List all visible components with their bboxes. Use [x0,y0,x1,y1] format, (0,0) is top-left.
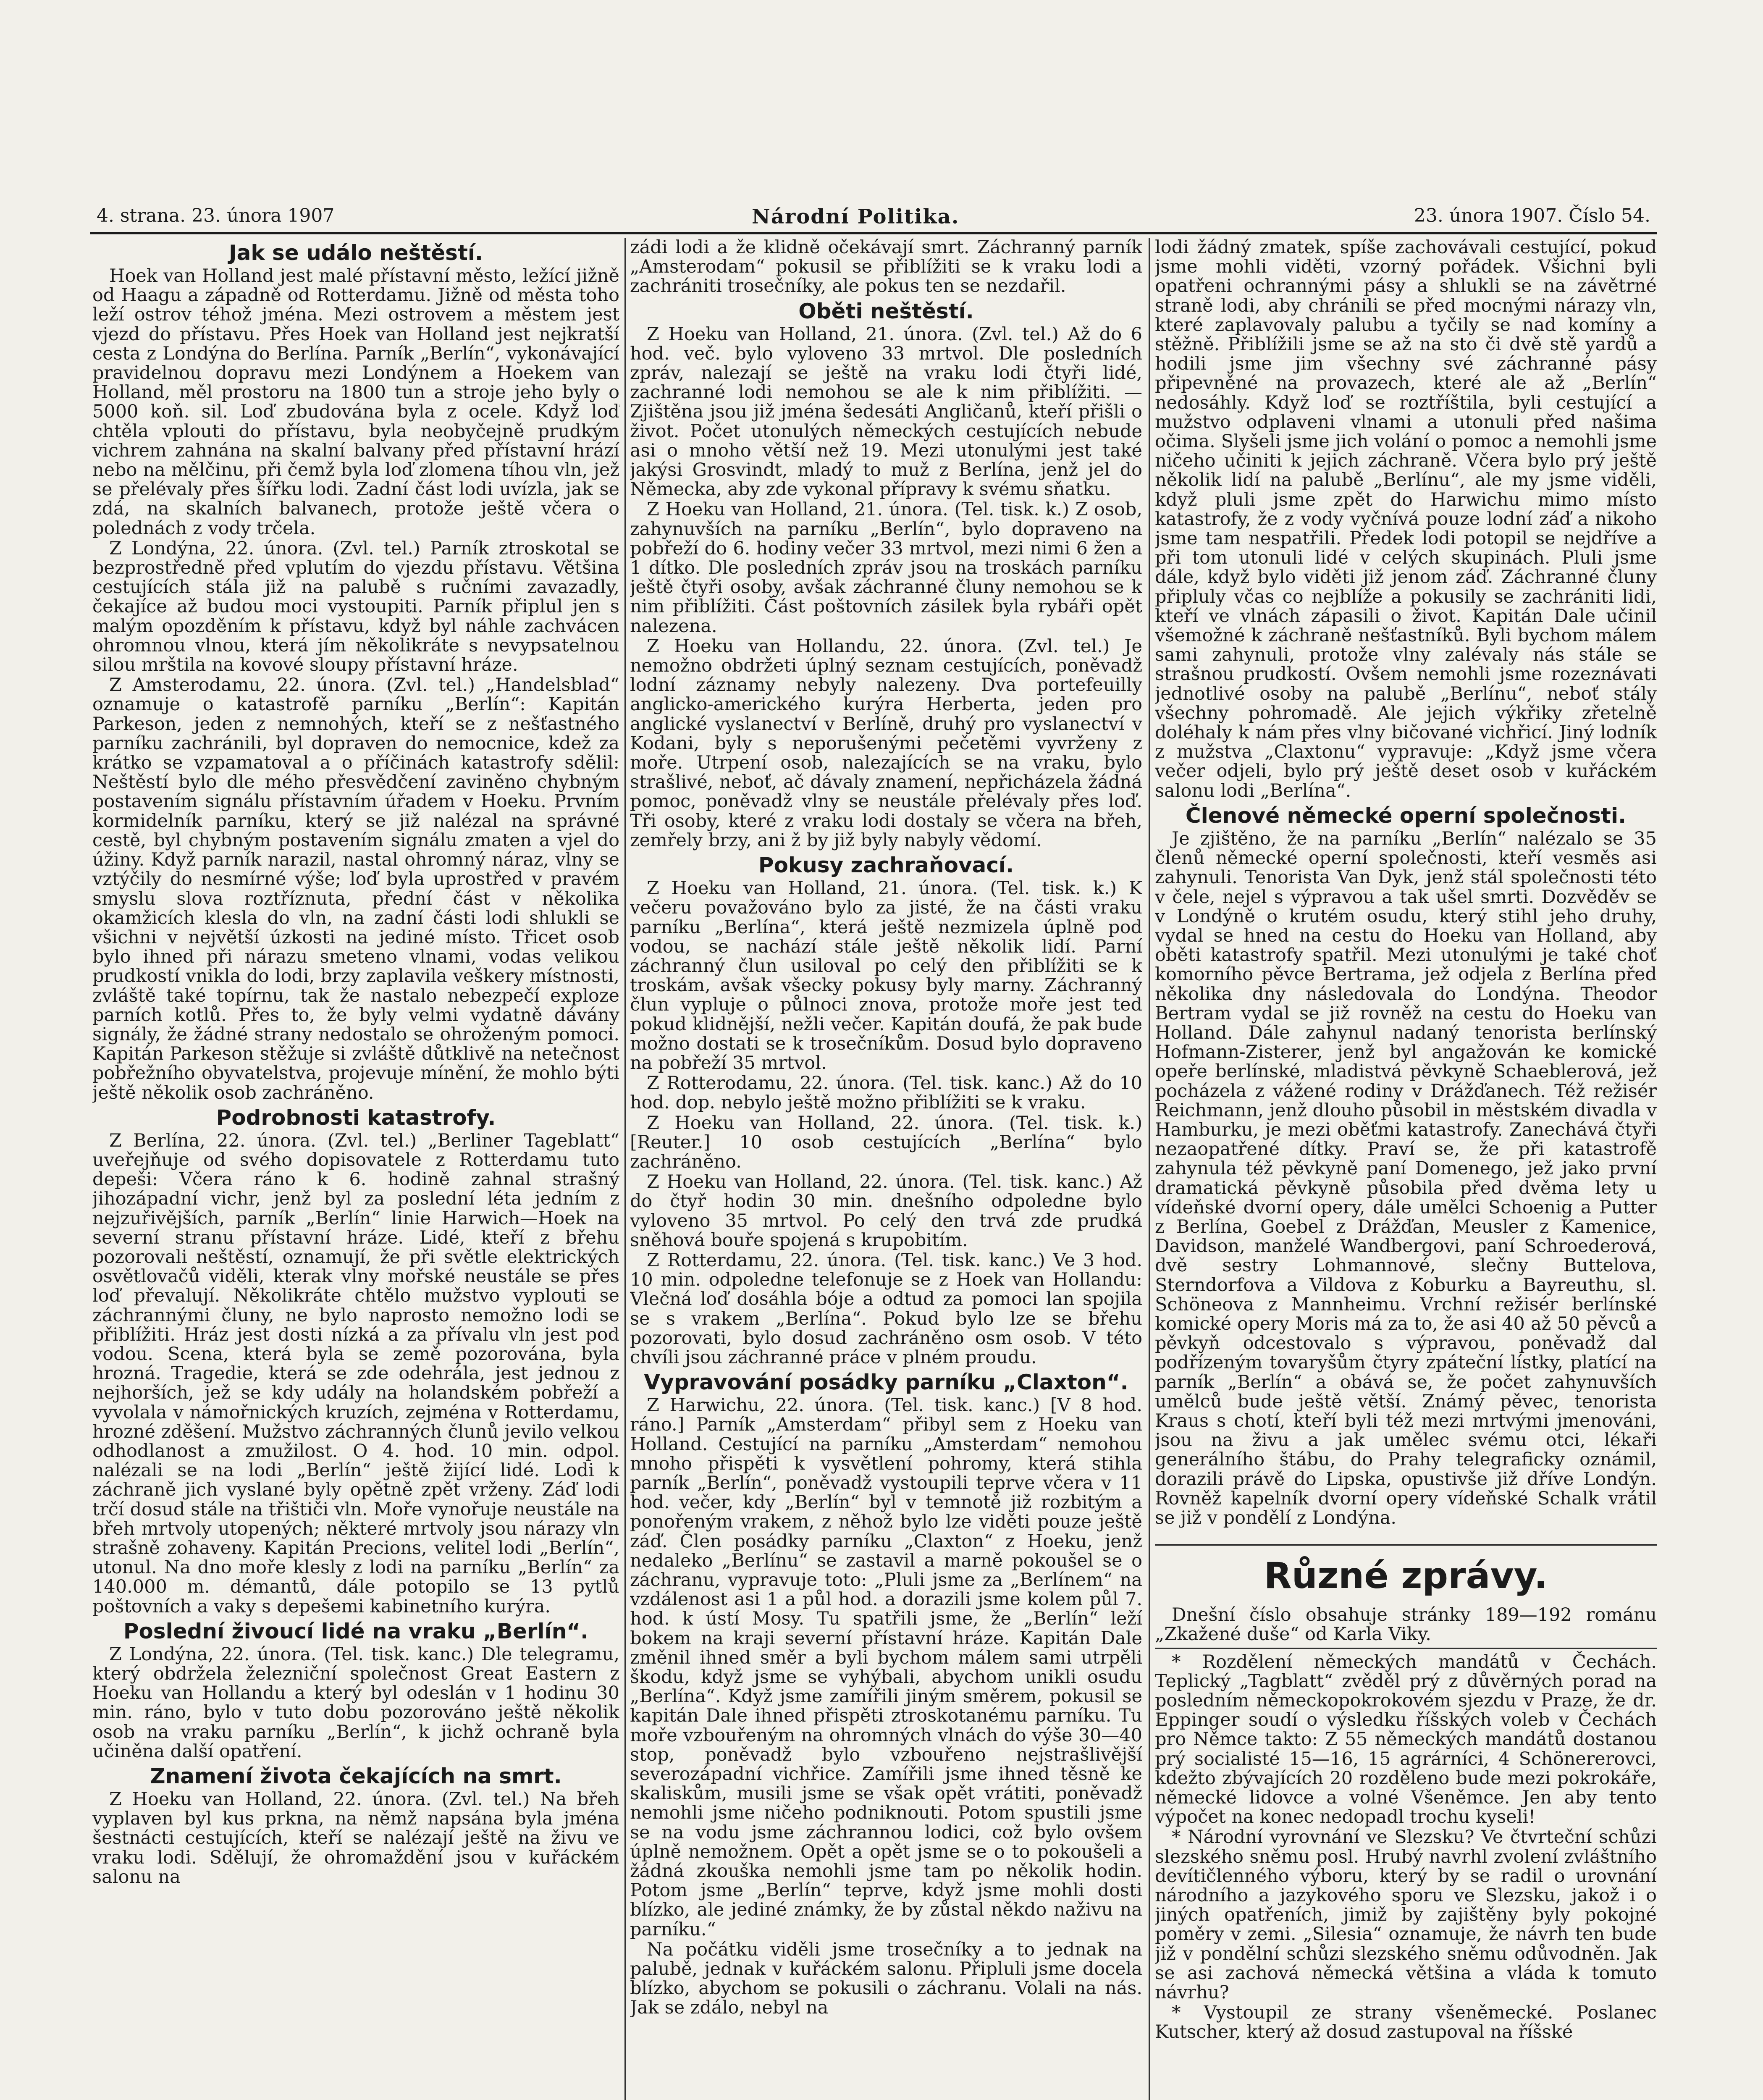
article-heading: Oběti neštěstí. [798,299,974,323]
article-paragraph: Z Hoeku van Holland, 21. února. (Tel. tisk. k.) Z osob, zahynuvších na parníku „Berlín“, bylo dopraveno na pobřeží do 6. hodiny večer 33 mrtvol, mezi nimi 6 žen a 1 dítko. Dle posledních zpráv jsou na troskách parníku ještě čtyři osoby, avšak záchranné čluny nemohou se k nim přiblížiti. Část poštovních zásilek byla rybáři opět nalezena. [630,499,1142,637]
article-paragraph: Je zjištěno, že na parníku „Berlín“ nalézalo se 35 členů německé operní společnosti, kteří vesměs asi zahynuli. Tenorista Van Dyk, jenž stál společnosti této v čele, nejel s výpravou a tak ušel smrti. Dozvěděv se v Londýně o krutém osudu, který stihl jeho druhy, vydal se hned na cestu do Hoeku van Holland, aby oběti katastrofy spatřil. Mezi utonulými je také choť komorního pěvce Bertrama, jež odjela z Berlína před několika dny následovala do Londýna. Theodor Bertram vydal se již rovněž na cestu do Hoeku van Holland. Dále zahynul nadaný tenorista berlínský Hofmann-Zisterer, jenž byl angažován ke komické opeře berlínské, mladistvá pěvkyně Schaeblerová, jež pocházela z vážené rodiny v Drážďanech. Též režisér Reichmann, jenž dlouho působil in městském divadla v Hamburku, je mezi oběťmi katastrofy. Zanechává čtyři nezaopatřené dítky. Praví se, že při katastrofě zahynula též pěvkyně paní Domenego, jež jako první dramatická pěvkyně působila před dvěma lety u vídeňské dvorní opery, dále umělci Schoenig a Putter z Berlína, Goebel z Drážďan, Meusler z Kamenice, Davidson, manželé Wandbergovi, paní Schroederová, dvě sestry Lohmannové, slečny Buttelova, Sterndorfova a Vildova z Koburku a Bayreuthu, sl. Schöneova z Mannheimu. Vrchní režisér berlínské komické opery Moris má za to, že asi 40 až 50 pěvců a pěvkyň odcestovalo s výpravou, poněvadž dal podřízeným tovaryšům čtyry zpáteční lístky, platící na parník „Berlín“ a obává se, že počet zahynuvších umělců bude ještě větší. Známý pěvec, tenorista Kraus s chotí, kteří byli též mezi mrtvými jmenováni, jsou na živu a jak umělec svému otci, lékaři generálního štábu, do Prahy telegraficky oznámil, dorazili právě do Lipska, opustivše již dříve Londýn. Rovněž kapelník dvorní opery vídeňské Schalk vrátil se již v pondělí z Londýna. [1155,828,1657,1528]
article-paragraph: Z Rotterodamu, 22. února. (Tel. tisk. kanc.) Až do 10 hod. dop. nebylo ještě možno přiblížiti se k vraku. [630,1073,1142,1113]
article-paragraph: Z Hoeku van Holland, 22. února. (Tel. tisk. kanc.) Až do čtyř hodin 30 min. dnešního odpoledne bylo vyloveno 35 mrtvol. Po celý den trvá zde prudká sněhová bouře spojená s krupobitím. [630,1171,1142,1251]
article-paragraph: Z Hoeku van Hollandu, 22. února. (Zvl. tel.) Je nemožno obdržeti úplný seznam cestujících, poněvadž lodní záznamy nebyly nalezeny. Dva portefeuilly anglicko-amerického kurýra Herberta, jeden pro anglické vyslanectví v Berlíně, druhý pro vyslanectví v Kodani, byly s neporušenými pečetěmi vyvrženy z moře. Utrpení osob, nalezajících se na vraku, bylo strašlivé, neboť, ač dávaly znamení, nepřicházela žádná pomoc, poněvadž vlny se neustále přelévaly přes loď. Tři osoby, které z vraku lodi dostaly se včera na břeh, zemřely brzy, ani ž by již byly nabyly vědomí. [630,635,1142,851]
article-heading: Pokusy zachraňovací. [758,853,1014,878]
article-paragraph: Dnešní číslo obsahuje stránky 189—192 románu „Zkažené duše“ od Karla Viky. [1155,1604,1657,1645]
header-issue-number: 23. února 1907. Číslo 54. [1414,205,1650,226]
article-paragraph: * Rozdělení německých mandátů v Čechách. Teplický „Tagblatt“ zvěděl prý z důvěrných porad na posledním německopokrokovém sjezdu v Praze, že dr. Eppinger soudí o výsledku říšských voleb v Čechách pro Němce takto: Z 55 německých mandátů dostanou prý socialisté 15—16, 15 agrárníci, 4 Schönererovci, kdežto zbývajících 20 rozděleno bude mezi pokrokáře, německé lidovce a volné Všeněmce. Jen aby tento výpočet na konec nedopadl trochu kyseli! [1155,1651,1657,1828]
article-paragraph: * Národní vyrovnání ve Slezsku? Ve čtvrteční schůzi slezského sněmu posl. Hrubý navrhl zvolení zvláštního devítičlenného výboru, který by se radil o urovnání národního a jazykového sporu ve Slezsku, jakož i o jiných opatřeních, jimiž by zajištěny byly pokojné poměry v zemi. „Silesia“ oznamuje, že návrh ten bude již v pondělní schůzi slezského sněmu odůvodněn. Jak se asi zachová německá většina a vláda k tomuto návrhu? [1155,1827,1657,2003]
section-heading: Různé zprávy. [1155,1544,1657,1597]
article-paragraph: Z Hoeku van Holland, 22. února. (Tel. tisk. k.) [Reuter.] 10 osob cestujících „Berlína“ bylo zachráněno. [630,1112,1142,1172]
column-divider-1 [624,238,626,2100]
article-paragraph: Z Londýna, 22. února. (Zvl. tel.) Parník ztroskotal se bezprostředně před vplutím do vjezdu přístavu. Většina cestujících stála již na palubě s ručními zavazadly, čekajíce až budou moci vystoupiti. Parník připlul jen s malým opozděním k přístavu, když byl náhle zachvácen ohromnou vlnou, která jím několikráte s nevypsatelnou silou mrštila na kovové sloupy přístavní hráze. [92,538,619,676]
column-1 [92,238,619,2100]
article-paragraph: Z Rotterdamu, 22. února. (Tel. tisk. kanc.) Ve 3 hod. 10 min. odpoledne telefonuje se z Hoek van Hollandu: Vlečná loď dosáhla bóje a odtud za pomoci lan spojila se s vrakem „Berlína“. Pokud bylo lze se břehu pozorovati, bylo dosud zachráněno osm osob. V této chvíli jsou záchranné práce v plném proudu. [630,1250,1142,1368]
article-heading: Znamení života čekajících na smrt. [150,1764,562,1789]
article-paragraph: Z Berlína, 22. února. (Zvl. tel.) „Berliner Tageblatt“ uveřejňuje od svého dopisovatele z Rotterdamu tuto depeši: Včera ráno k 6. hodině zahnal strašný jihozápadní vichr, jenž byl za poslední léta jedním z nejzuřivějších, parník „Berlín“ linie Harwich—Hoek na severní stranu přístavní hráze. Lidé, kteří z břehu pozorovali neštěstí, oznamují, že při světle elektrických osvětlovačů viděli, kterak vlny mořské neustále se přes loď převalují. Několikráte chtělo mužstvo vyplouti se záchrannými čluny, ne bylo naprosto nemožno lodi se přiblížiti. Hráz jest dosti nízká a za přívalu vln jest pod vodou. Scena, která byla se země pozorována, byla hrozná. Tragedie, která se zde odehrála, jest jednou z nejhorších, jež se kdy udály na holandském pobřeží a vyvolala v námořnických kruzích, zejména v Rotterdamu, hrozné zděšení. Mužstvo záchranných člunů jevilo velkou odhodlanost a zmužilost. O 4. hod. 10 min. odpol. nalézali se na lodi „Berlín“ ještě žijící lidé. Lodi k záchraně jich vyslané byly opětně zpět vrženy. Záď lodi trčí dosud stále na třištiči vln. Moře vynořuje neustále na břeh mrtvoly utopených; některé mrtvoly jsou nárazy vln strašně zohaveny. Kapitán Precions, velitel lodi „Berlín“, utonul. Na dno moře klesly z lodi na parníku „Berlín“ za 140.000 m. démantů, dále potopilo se 13 pytlů poštovních a vaky s depešemi kabinetního kurýra. [92,1130,619,1617]
article-heading: Podrobnosti katastrofy. [216,1105,496,1130]
article-paragraph: lodi žádný zmatek, spíše zachovávali cestující, pokud jsme mohli viděti, vzorný pořádek. Všichni byli opatřeni ochrannými pásy a shlukli se na závětrné straně lodi, aby chránili se před mocnými nárazy vln, které zaplavovaly palubu a tyčily se nad komíny a stěžně. Přiblížili jsme se až na sto či dvě stě yardů a hodili jsme jim všechny své záchranné pásy připevněné na provazech, které ale až „Berlín“ nedosáhly. Když loď se roztříštila, byli cestující a mužstvo odplaveni vlnami a utonuli před našima očima. Slyšeli jsme jich volání o pomoc a nemohli jsme ničeho učiniti k jejich záchraně. Včera bylo prý ještě několik lidí na palubě „Berlínu“, ale my jsme viděli, když pluli jsme zpět do Harwichu mimo místo katastrofy, že z vody vyčnívá pouze lodní záď a nikoho jsme tam nespatřili. Předek lodi potopil se nejdříve a při tom utonuli lidé v celých skupinách. Pluli jsme dále, když bylo viděti již jenom záď. Záchranné čluny připluly včas co nejblíže a pokusily se zachrániti lidi, kteří ve vlnách zápasili o život. Kapitán Dale učinil všemožné k záchraně nešťastníků. Byli bychom málem sami zahynuli, protože vlny zalévaly nás stále se strašnou prudkostí. Ovšem nemohli jsme rozeznávati jednotlivé osoby na palubě „Berlínu“, neboť stály všechny pohromadě. Ale jejich výkřiky zřetelně doléhaly k nám přes vlny bičované vichřicí. Jiný lodník z mužstva „Claxtonu“ vypravuje: „Když jsme včera večer odjeli, bylo prý ještě deset osob v kuřáckém salonu lodi „Berlína“. [1155,238,1657,801]
article-paragraph: Z Harwichu, 22. února. (Tel. tisk. kanc.) [V 8 hod. ráno.] Parník „Amsterdam“ přibyl sem z Hoeku van Holland. Cestující na parníku „Amsterdam“ nemohou mnoho přispěti k vysvětlení pohromy, která stihla parník „Berlín“, poněvadž vystoupili teprve včera v 11 hod. večer, kdy „Berlín“ byl v temnotě již rozbitým a ponořeným vrakem, z něhož bylo lze viděti pouze ještě záď. Člen posádky parníku „Claxton“ z Hoeku, jenž nedaleko „Berlínu“ se zastavil a marně pokoušel se o záchranu, vypravuje toto: „Pluli jsme za „Berlínem“ na vzdálenost asi 1 a půl hod. a dorazili jsme kolem půl 7. hod. k ústí Mosy. Tu spatřili jsme, že „Berlín“ leží bokem na kraji severní přístavní hráze. Kapitán Dale změnil ihned směr a byli bychom málem sami utrpěli škodu, když jsme se vyhýbali, abychom unikli osudu „Berlína“. Když jsme zamířili jiným směrem, pokusil se kapitán Dale ihned přispěti ztroskotanému parníku. Tu moře vzbouřeným na ohromných vlnách do výše 30—40 stop, poněvadž bylo vzbouřeno nejstrašlivější severozápadní vichřice. Zamířili jsme ihned těsně ke skaliskům, musili jsme se však opět vrátiti, poněvadž nemohli jsme ničeho podniknouti. Potom spustili jsme se na vodu jsme záchrannou lodici, což bylo ovšem úplně nemožnem. Opět a opět jsme se o to pokoušeli a žádná zkouška nemohli jsme tam po několik hodin. Potom jsme „Berlín“ teprve, když jsme mohli dosti blízko, ale jediné známky, že by zůstal někdo naživu na parníku.“ [630,1395,1142,1940]
article-heading: Členové německé operní společnosti. [1185,803,1627,828]
article-paragraph: Z Hoeku van Holland, 22. února. (Zvl. tel.) Na břeh vyplaven byl kus prkna, na němž napsána byla jména šestnácti cestujících, kteří se nalézají ještě na živu ve vraku lodi. Sdělují, že ohromaždění jsou v kuřáckém salonu na [92,1789,619,1887]
column-2 [630,238,1142,2100]
article-paragraph: Na počátku viděli jsme trosečníky a to jednak na palubě, jednak v kuřáckém salonu. Připluli jsme docela blízko, abychom se pokusili o záchranu. Volali na nás. Jak se zdálo, nebyl na [630,1939,1142,2019]
article-paragraph: Z Amsterodamu, 22. února. (Zvl. tel.) „Handelsblad“ oznamuje o katastrofě parníku „Berlín“: Kapitán Parkeson, jeden z nemnohých, kteří se z nešťastného parníku zachránili, byl dopraven do nemocnice, kdež za krátko se vzpamatoval a o příčinách katastrofy sdělil: Neštěstí bylo dle mého přesvědčení zaviněno chybným postavením signálu přístavním úřadem v Hoeku. Prvním kormidelník parníku, který se již nalézal na správné cestě, byl chybným postavením signálu zmaten a vjel do úžiny. Když parník narazil, nastal ohromný náraz, vlny se vztýčily do nesmírné výše; loď byla uprostřed v pravém smyslu slova roztříznuta, přední část v několika okamžicích klesla do vln, na zadní části lodi shlukli se všichni v největší úzkosti na jediné místo. Třicet osob bylo ihned při nárazu smeteno vlnami, vodas velikou prudkostí vnikla do lodi, brzy zaplavila veškery místnosti, zvláště také topírnu, tak že nastalo nebezpečí exploze parních kotlů. Přes to, že byly velmi vydatně dávány signály, že žádné strany nedostalo se ohroženým pomoci. Kapitán Parkeson stěžuje si zvláště důtklivě na netečnost pobřežního obyvatelstva, projevuje mínění, že mohlo býti ještě několik osob zachráněno. [92,675,619,1103]
header-rule [90,232,1657,234]
divider [1155,1648,1657,1649]
article-paragraph: Z Hoeku van Holland, 21. února. (Zvl. tel.) Až do 6 hod. več. bylo vyloveno 33 mrtvol. Dle posledních zpráv, nalezají se ještě na vraku lodi čtyři lidé, zachranné lodi nemohou se ale k nim přiblížiti. — Zjištěna jsou již jména šedesáti Angličanů, kteří přišli o život. Počet utonulých německých cestujících nebude asi o mnoho větší než 19. Mezi utonulými jest také jakýsi Grosvindt, mladý to muž z Berlína, jenž jel do Německa, aby zde vykonal přípravy k svému sňatku. [630,323,1142,500]
article-paragraph: Z Londýna, 22. února. (Tel. tisk. kanc.) Dle telegramu, který obdržela železniční společnost Great Eastern z Hoeku van Hollandu a který byl odeslán v 1 hodinu 30 min. ráno, bylo v tuto dobu pozorováno ještě několik osob na vraku parníku „Berlín“, k jichž ochraně byla učiněna další opatření. [92,1643,619,1762]
article-heading: Vypravování posádky parníku „Claxton“. [644,1370,1128,1395]
column-divider-2 [1149,238,1150,2100]
article-paragraph: Z Hoeku van Holland, 21. února. (Tel. tisk. k.) K večeru považováno bylo za jisté, že na části vraku parníku „Berlína“, která ještě nezmizela úplně pod vodou, se nachází stále ještě několik lidí. Parní záchranný člun usiloval po celý den přiblížiti se k troskám, avšak všecky pokusy byly marny. Záchranný člun vypluje o půlnoci znova, protože moře jest teď pokud klidnější, nežli večer. Kapitán doufá, že pak bude možno dostati se k trosečníkům. Dosud bylo dopraveno na pobřeží 35 mrtvol. [630,878,1142,1074]
newspaper-title: Národní Politika. [752,205,960,228]
article-heading: Poslední živoucí lidé na vraku „Berlín“. [123,1619,589,1643]
column-3 [1155,238,1657,2100]
article-heading: Jak se událo neštěstí. [229,241,483,265]
article-paragraph: Hoek van Holland jest malé přístavní město, ležící jižně od Haagu a západně od Rotterdamu. Jižně od města toho leží ostrov téhož jména. Mezi ostrovem a městem jest vjezd do přístavu. Přes Hoek van Holland jest nejkratší cesta z Londýna do Berlína. Parník „Berlín“, vykonávající pravidelnou dopravu mezi Londýnem a Hoekem van Holland, měl prostoru na 1800 tun a stroje jeho byly o 5000 koň. sil. Loď zbudována byla z ocele. Když loď chtěla vplouti do přístavu, byla neobyčejně prudkým vichrem zahnána na skalní balvany před přístavní hrází nebo na mělčinu, při čemž byla loď zlomena tíhou vln, jež se přelévaly přes šířku lodi. Zadní část lodi uvízla, jak se zdá, na skalních balvanech, protože ještě včera o polednách z vody trčela. [92,265,619,539]
header-page-date: 4. strana. 23. února 1907 [97,205,335,226]
article-paragraph: * Vystoupil ze strany všeněmecké. Poslanec Kutscher, který až dosud zastupoval na říšské [1155,2002,1657,2043]
article-paragraph: zádi lodi a že klidně očekávají smrt. Záchranný parník „Amsterodam“ pokusil se přiblížiti se k vraku lodi a zachrániti trosečníky, ale pokus ten se nezdařil. [630,238,1142,297]
